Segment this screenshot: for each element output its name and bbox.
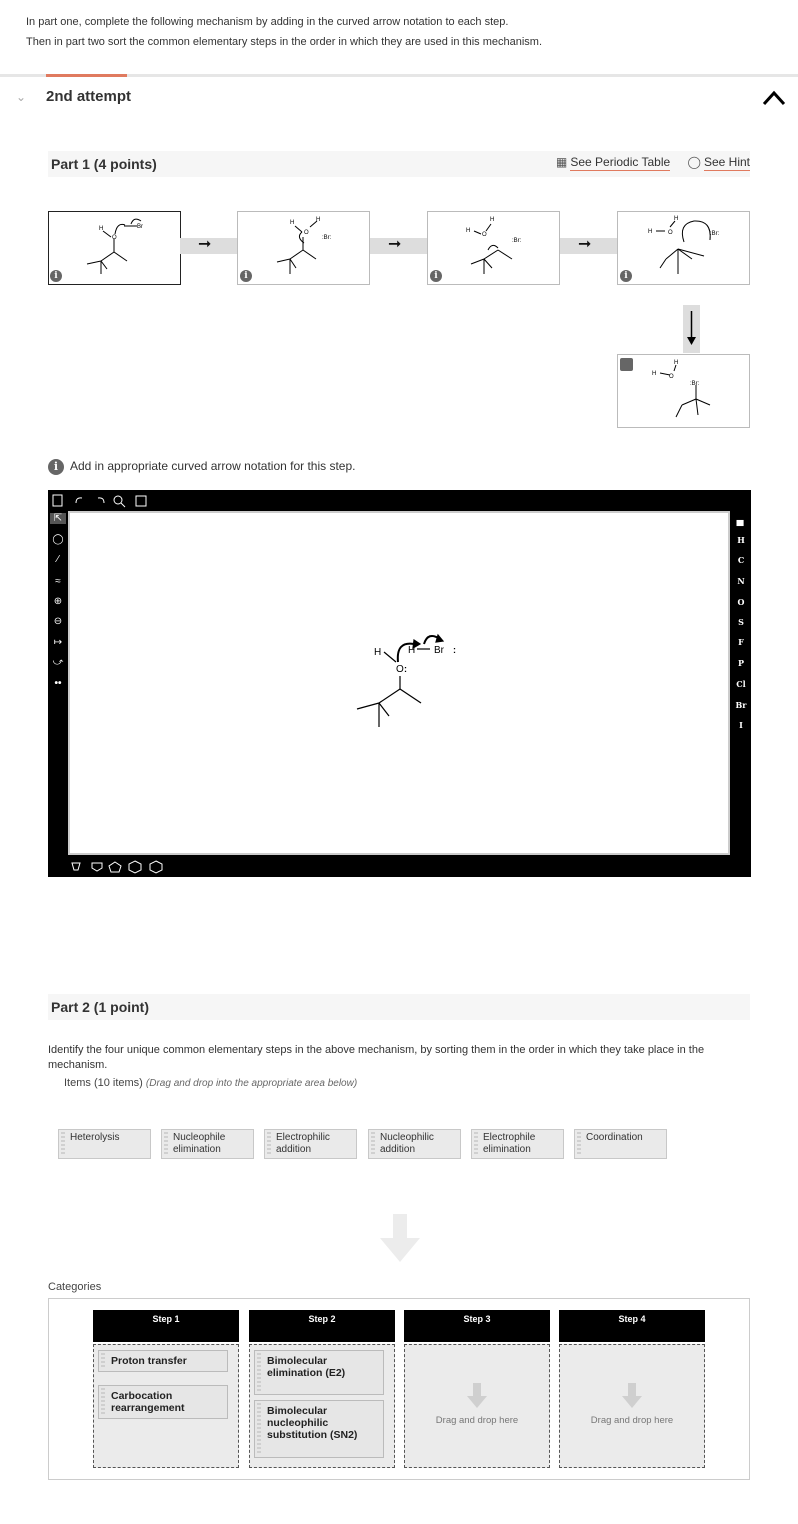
undo-icon[interactable] [76, 498, 82, 503]
atom-h2[interactable]: H [408, 645, 416, 656]
step-1-dropzone[interactable] [93, 1344, 239, 1468]
reaction-arrow-3: ➞ [560, 238, 617, 254]
negative-charge-icon[interactable]: ⊖ [53, 616, 63, 627]
atom-h1[interactable]: H [374, 647, 382, 658]
svg-text:O: O [482, 232, 487, 238]
mechanism-step-2-thumbnail[interactable] [237, 211, 370, 285]
info-icon[interactable]: i [620, 270, 632, 282]
svg-text:O: O [304, 230, 309, 236]
drop-arrow-icon [467, 1383, 487, 1409]
placed-item[interactable]: Bimolecular elimination (E2) [254, 1350, 384, 1395]
cyclobutane-icon[interactable] [92, 863, 102, 871]
redo-icon[interactable] [98, 498, 104, 503]
step-2-dropzone[interactable] [249, 1344, 395, 1468]
items-hint: (Drag and drop into the appropriate area below) [145, 1078, 358, 1089]
curved-arrow-tool-icon[interactable]: ⤻ [52, 657, 64, 668]
eraser-tool-icon[interactable]: ◯ [52, 534, 64, 545]
cyclopropane-icon[interactable] [72, 863, 80, 870]
part2-description: Identify the four unique common elementary steps in the above mechanism, by sorting them in the order in which they take place in the mechanism. [48, 1044, 705, 1071]
svg-text::: : [404, 664, 407, 674]
draggable-item[interactable]: Electrophile elimination [471, 1129, 564, 1159]
reaction-arrow-tool-icon[interactable]: ↦ [53, 637, 63, 648]
placed-item[interactable]: Carbocation rearrangement [98, 1385, 228, 1419]
svg-text:H: H [648, 229, 653, 235]
lightbulb-icon: ◯ [687, 155, 701, 169]
svg-text::Br:: :Br: [322, 235, 332, 241]
element-p[interactable]: P [737, 658, 744, 668]
step-hint [48, 459, 356, 475]
placed-item[interactable]: Proton transfer [98, 1350, 228, 1372]
periodic-table-icon: ▦ [556, 155, 568, 169]
step-4-header: Step 4 [559, 1310, 705, 1342]
element-br[interactable]: Br [735, 700, 747, 710]
draggable-item[interactable]: Nucleophile elimination [161, 1129, 254, 1159]
draggable-item[interactable]: Nucleophilic addition [368, 1129, 461, 1159]
molecule-drawing [70, 513, 728, 853]
svg-text:H: H [652, 371, 657, 377]
element-cl[interactable]: Cl [736, 679, 746, 689]
element-n[interactable]: N [737, 576, 745, 586]
info-icon[interactable]: i [240, 270, 252, 282]
element-f[interactable]: F [738, 637, 744, 647]
part1-links [556, 155, 750, 169]
drop-placeholder: Drag and drop here [435, 1415, 519, 1426]
attempt-tab-indicator [46, 74, 127, 77]
svg-text:H: H [674, 216, 679, 222]
bond-tool-icon[interactable]: ∕ [57, 554, 59, 565]
select-tool-icon[interactable]: ⇱ [50, 513, 66, 524]
step-3-header: Step 3 [404, 1310, 550, 1342]
collapse-up-icon[interactable] [762, 88, 786, 108]
placed-item[interactable]: Bimolecular nucleophilic substitution (SN2) [254, 1400, 384, 1458]
lock-icon [620, 358, 633, 371]
step-4-dropzone[interactable] [559, 1344, 705, 1468]
svg-text:Br: Br [137, 224, 143, 230]
svg-text:H: H [99, 226, 104, 232]
zoom-icon[interactable] [114, 496, 122, 504]
clean-2d-icon[interactable] [136, 496, 146, 506]
see-hint-link[interactable]: See Hint [703, 155, 750, 169]
svg-text::Br:: :Br: [710, 231, 720, 237]
instructions [26, 12, 542, 52]
svg-text:H: H [316, 217, 321, 223]
drop-arrow-icon [622, 1383, 642, 1409]
svg-text:H: H [490, 217, 495, 223]
info-icon[interactable]: i [430, 270, 442, 282]
chain-tool-icon[interactable]: ≈ [55, 576, 61, 587]
cyclohexane-icon[interactable] [129, 861, 141, 873]
mechanism-step-1-thumbnail[interactable] [48, 211, 181, 285]
items-label [64, 1077, 357, 1089]
instructions-line-2: Then in part two sort the common elementary steps in the order in which they are used in this mechanism. [26, 36, 543, 48]
categories-label: Categories [48, 1281, 102, 1293]
ring-toolbar [70, 860, 170, 874]
part2-title: Part 2 (1 point) [51, 999, 150, 1015]
drawing-canvas[interactable] [68, 511, 730, 855]
drag-down-arrow-icon [380, 1214, 420, 1264]
cyclopentane-icon[interactable] [109, 862, 121, 872]
mechanism-step-4-thumbnail[interactable] [617, 211, 750, 285]
collapse-chevron-icon[interactable]: ⌄ [16, 90, 27, 104]
see-periodic-table-link[interactable]: See Periodic Table [570, 155, 671, 169]
chemical-drawing-editor [48, 490, 751, 877]
mechanism-step-3-thumbnail[interactable] [427, 211, 560, 285]
step-2-header: Step 2 [249, 1310, 395, 1342]
step-3-dropzone[interactable] [404, 1344, 550, 1468]
element-c[interactable]: C [737, 555, 745, 565]
step-hint-text: Add in appropriate curved arrow notation for this step. [70, 459, 356, 474]
element-s[interactable]: S [738, 617, 744, 627]
svg-text:H: H [290, 220, 295, 226]
svg-text:O: O [668, 230, 673, 236]
step-1-header: Step 1 [93, 1310, 239, 1342]
positive-charge-icon[interactable]: ⊕ [53, 596, 63, 607]
benzene-icon[interactable] [150, 861, 162, 873]
svg-text:H: H [674, 360, 679, 366]
svg-text:O: O [669, 374, 674, 380]
part1-header [48, 151, 750, 177]
editor-top-toolbar [52, 493, 162, 509]
periodic-table-palette-icon[interactable]: ▄ [736, 515, 744, 526]
info-icon[interactable]: i [48, 459, 64, 475]
draggable-item[interactable]: Coordination [574, 1129, 667, 1159]
atom-br[interactable]: Br [434, 645, 444, 656]
reaction-arrow-1: ➞ [180, 238, 237, 254]
attempt-title[interactable]: 2nd attempt [46, 88, 132, 105]
svg-text::Br:: :Br: [512, 238, 522, 244]
svg-text:H: H [466, 228, 471, 234]
lone-pair-tool-icon[interactable]: •• [54, 678, 62, 689]
instructions-line-1: In part one, complete the following mechanism by adding in the curved arrow notation to each step. [26, 16, 509, 28]
reaction-arrow-down [683, 305, 700, 353]
info-icon[interactable]: i [50, 270, 62, 282]
part2-header [48, 994, 750, 1020]
new-document-icon[interactable] [53, 495, 62, 506]
svg-text::Br:: :Br: [690, 381, 700, 387]
mechanism-product-thumbnail [617, 354, 750, 428]
drop-placeholder: Drag and drop here [590, 1415, 674, 1426]
part1-title: Part 1 (4 points) [51, 156, 157, 172]
svg-text::: : [453, 645, 456, 655]
draggable-item[interactable]: Electrophilic addition [264, 1129, 357, 1159]
element-o[interactable]: O [737, 597, 745, 607]
atom-o[interactable]: O [396, 664, 404, 675]
reaction-arrow-2: ➞ [370, 238, 427, 254]
element-i[interactable]: I [739, 720, 743, 730]
element-h[interactable]: H [737, 535, 745, 545]
items-count: Items (10 items) [64, 1077, 143, 1089]
draggable-item[interactable]: Heterolysis [58, 1129, 151, 1159]
svg-text:O: O [112, 235, 117, 241]
